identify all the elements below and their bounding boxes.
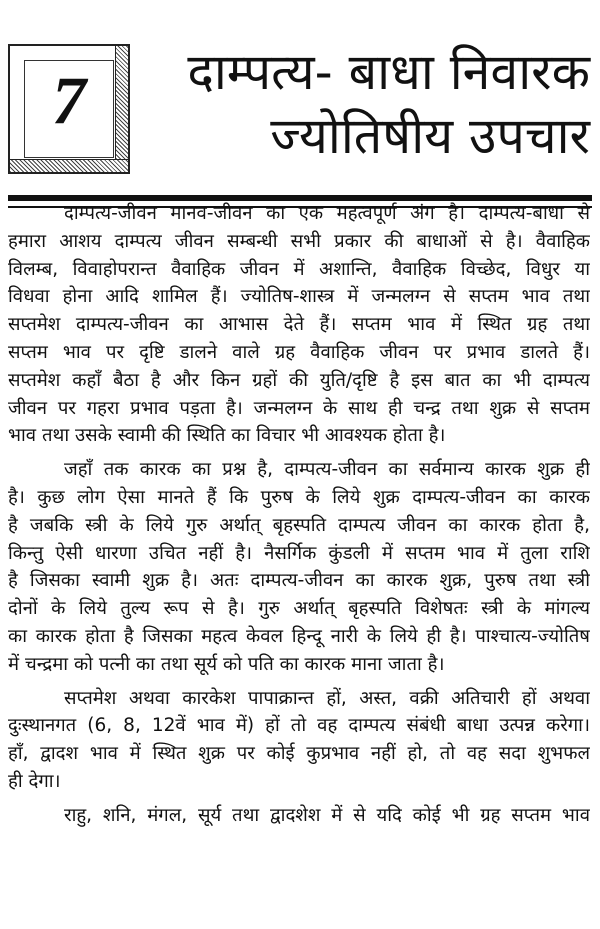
text-line: सप्तमेश कहाँ बैठा है और किन ग्रहों की युति/दृष्टि है इस बात का भी दाम्पत्य	[8, 369, 590, 391]
text-line: है। कुछ लोग ऐसा मानते हैं कि पुरुष के लिये शुक्र दाम्पत्य-जीवन का कारक	[8, 486, 590, 508]
text-line: जीवन पर गहरा प्रभाव पड़ता है। जन्मलग्न के साथ ही चन्द्र तथा शुक्र से सप्तम	[8, 397, 590, 419]
text-line: दाम्पत्य-जीवन मानव-जीवन का एक महत्वपूर्ण अंग है। दाम्पत्य-बाधा से	[64, 203, 590, 224]
text-line: है जिसका स्वामी शुक्र है। अतः दाम्पत्य-जीवन का कारक शुक्र, पुरुष तथा स्त्री	[8, 570, 590, 592]
text-line: में चन्द्रमा को पत्नी का तथा सूर्य को पति का कारक माना जाता है।	[8, 653, 445, 675]
text-line: हाँ, द्वादश भाव में स्थित शुक्र पर कोई कुप्रभाव नहीं हो, तो वह सदा शुभफल	[8, 743, 590, 765]
text-line: ही देगा।	[8, 770, 61, 792]
text-line: सप्तमेश अथवा कारकेश पापाक्रान्त हों, अस्त, वक्री अतिचारी हों अथवा	[64, 687, 590, 709]
text-line: राहु, शनि, मंगल, सूर्य तथा द्वादशेश में से यदि कोई भी ग्रह सप्तम भाव	[64, 804, 590, 826]
chapter-title-line-2: ज्योतिषीय उपचार	[270, 107, 590, 165]
text-line: दुःस्थानगत (6, 8, 12वें भाव में) हों तो वह दाम्पत्य संबंधी बाधा उत्पन्न करेगा।	[8, 715, 590, 737]
text-line: विलम्ब, विवाहोपरान्त वैवाहिक जीवन में अशान्ति, वैवाहिक विच्छेद, विधुर या	[8, 258, 590, 280]
text-line: विधवा होना आदि शामिल हैं। ज्योतिष-शास्त्र में जन्मलग्न से सप्तम भाव तथा	[8, 286, 590, 308]
chapter-title-line-1: दाम्पत्य- बाधा निवारक	[187, 43, 590, 101]
paragraph	[8, 685, 590, 796]
text-line: दोनों के लिये तुल्य रूप से है। गुरु अर्थात् बृहस्पति विशेषतः स्त्री के मांगल्य	[8, 598, 590, 620]
box-bevel-bottom	[10, 159, 128, 172]
text-line: सप्तम भाव पर दृष्टि डालने वाले ग्रह वैवाहिक जीवन पर प्रभाव डालते हैं।	[8, 341, 590, 363]
text-line: जहाँ तक कारक का प्रश्न है, दाम्पत्य-जीवन का सर्वमान्य कारक शुक्र ही	[64, 459, 590, 481]
text-line: भाव तथा उसके स्वामी की स्थिति का विचार भी आवश्यक होता है।	[8, 425, 446, 447]
text-line: का कारक होता है जिसका महत्व केवल हिन्दू नारी के लिये ही है। पाश्चात्य-ज्योतिष	[8, 625, 590, 647]
paragraph	[8, 802, 590, 830]
chapter-number: 7	[52, 62, 86, 138]
paragraph	[8, 456, 590, 678]
text-line: है जबकि स्त्री के लिये गुरु अर्थात् बृहस्पति दाम्पत्य जीवन का कारक होता है,	[8, 514, 590, 536]
body-text	[8, 200, 590, 836]
chapter-number-box	[8, 44, 130, 174]
text-line: हमारा आशय दाम्पत्य जीवन सम्बन्धी सभी प्रकार की बाधाओं से है। वैवाहिक	[8, 230, 590, 252]
text-line: किन्तु ऐसी धारणा उचित नहीं है। नैसर्गिक कुंडली में सप्तम भाव में तुला राशि	[8, 542, 590, 564]
text-line: सप्तमेश दाम्पत्य-जीवन का आभास देते हैं। सप्तम भाव में स्थित ग्रह तथा	[8, 314, 590, 336]
paragraph	[8, 200, 590, 450]
